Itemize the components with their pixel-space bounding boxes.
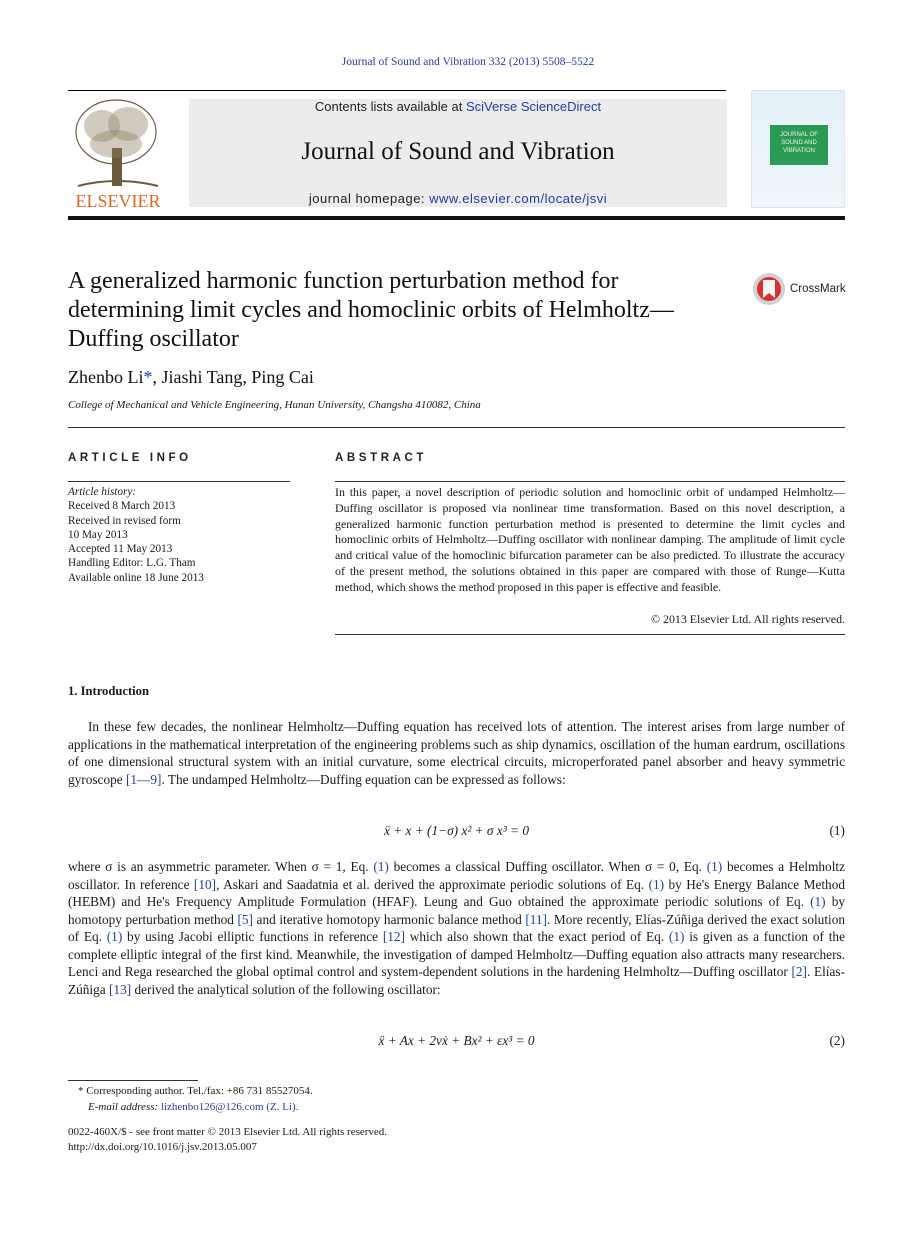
issn-line: 0022-460X/$ - see front matter © 2013 Elsevier Ltd. All rights reserved. [68,1126,388,1138]
history-item: Handling Editor: L.G. Tham [68,557,196,570]
footnote [68,1083,313,1115]
equation-number: (1) [829,823,845,838]
intro-paragraph-2 [68,858,845,998]
contents-prefix: Contents lists available at [314,99,466,114]
history-item: 10 May 2013 [68,528,128,541]
citation-link[interactable]: (1) [810,894,826,909]
article-info-heading: ARTICLE INFO [68,452,192,464]
paragraph-text: by He's Energy Balance Method (HEBM) and He's Frequency Amplitude Formulation (HFAF). Leung and Guo obtained the approximate periodic solutions of Eq. [68,876,846,909]
journal-cover-image[interactable] [751,90,845,208]
section-heading-introduction: 1. Introduction [68,684,149,698]
article-history [68,485,298,585]
paragraph-text: becomes a Helmholtz oscillator. In reference [68,859,845,892]
citation-link[interactable]: [12] [382,929,406,944]
paragraph-text: is given as a function of the complete elliptic integral of the first kind. Meanwhile, the investigation of damped Helmholtz—Duffing equation also attracts many researchers. Lenci and Rega researched the global optimal control and system-dependent solutions in the hardening Helmholtz—Duffing oscillator [68,929,845,979]
journal-title: Journal of Sound and Vibration [301,138,615,165]
corresponding-author-note: * Corresponding author. Tel./fax: +86 731 85527054. [78,1085,313,1097]
author-name: Zhenbo Li [68,367,144,387]
equation-body: ẍ + x + (1−σ) x² + σ x³ = 0 [384,823,529,838]
paragraph-text: by homotopy perturbation method [68,894,845,927]
paragraph-text: which also shown that the exact period of Eq. [405,929,669,944]
paragraph-text: . The undamped Helmholtz—Duffing equation can be expressed as follows: [161,771,566,787]
abstract-text: In this paper, a novel description of periodic solution and homoclinic orbit of undamped Helmholtz—Duffing oscillator is proposed via nonlinear time transformation. Based on this novel description, a generalized harmonic function perturbation method is presented to determine the limit cycles and homoclinic orbits of Helmholtz—Duffing oscillator with nonlinear damping. The amplitude of limit cycle and critical value of the homoclinic bifurcation parameter can be also predicted. To illustrate the accuracy of the present method, the solutions obtained in this paper are compared with those of Runge—Kutta method, which shows the method proposed in this paper is effective and feasible. [335,485,845,594]
header-rule [68,90,726,91]
abstract-bottom-rule [335,634,845,635]
history-label: Article history: [68,486,137,498]
article-title: A generalized harmonic function perturbation method for determining limit cycles and homoclinic orbits of Helmholtz—Duffing oscillator [68,268,674,352]
citation-link[interactable]: (1) [373,859,389,874]
paragraph-text: . Elías-Zúñiga [68,964,845,997]
header-thick-rule [68,216,845,220]
abstract-rule [335,481,845,482]
crossmark-icon [752,272,786,306]
citation-link[interactable]: [1—9] [125,771,162,787]
paragraph-text: , Askari and Saadatnia et al. derived the approximate periodic solutions of Eq. [216,876,649,892]
crossmark-label: CrossMark [790,283,846,295]
homepage-prefix: journal homepage: [308,191,430,206]
journal-reference-link[interactable]: Journal of Sound and Vibration 332 (2013) 5508–5522 [341,56,595,68]
citation-link[interactable]: [10] [193,876,217,892]
affiliation: College of Mechanical and Vehicle Engineering, Hunan University, Changsha 410082, China [68,399,481,411]
corresponding-author-link[interactable]: * [143,367,153,387]
bottom-info [68,1125,387,1155]
author-names-rest: , Jiashi Tang, Ping Cai [152,367,314,387]
sciencedirect-link[interactable]: SciVerse ScienceDirect [465,99,602,114]
citation-link[interactable]: (1) [706,859,723,874]
cover-panel [770,125,828,165]
email-line [68,1099,313,1115]
abstract-copyright: © 2013 Elsevier Ltd. All rights reserved. [651,612,845,626]
equation-body: ẍ + Ax + 2νẋ + Bx² + εx³ = 0 [378,1033,535,1048]
section-rule [68,427,845,428]
footnote-rule [68,1080,198,1081]
homepage-line [189,191,727,206]
info-rule [68,481,290,482]
paragraph-text: derived the analytical solution of the following oscillator: [131,981,441,997]
tree-logo-icon [68,96,168,210]
svg-text:ELSEVIER: ELSEVIER [75,191,161,210]
doi-link[interactable]: http://dx.doi.org/10.1016/j.jsv.2013.05.007 [68,1141,257,1153]
elsevier-logo [68,96,168,210]
citation-link[interactable]: [13] [109,981,132,997]
intro-paragraph-1 [68,718,845,788]
homepage-link[interactable]: www.elsevier.com/locate/jsvi [429,191,608,206]
history-item: Available online 18 June 2013 [68,571,204,584]
author-list [68,367,314,388]
paragraph-text: by using Jacobi elliptic functions in reference [122,929,383,944]
citation-link[interactable]: [11] [525,911,547,927]
email-label: E-mail address: [88,1101,161,1113]
history-item: Received in revised form [68,514,181,527]
paragraph-text: becomes a classical Duffing oscillator. When σ = 0, Eq. [388,859,707,874]
abstract-heading: ABSTRACT [335,452,428,464]
paragraph-text: . More recently, Elías-Zúñiga derived the exact solution of Eq. [68,911,845,944]
crossmark-badge[interactable] [752,272,846,308]
citation-link[interactable]: (1) [668,929,685,944]
citation-link[interactable]: [2] [791,964,807,979]
citation-link[interactable]: (1) [648,876,665,892]
paragraph-text: In these few decades, the nonlinear Helmholtz—Duffing equation has received lots of attention. The interest arises from large number of applications in the mathematical interpretation of the engineering problems such as ship dynamics, oscillation of the human eardrum, oscillations of one dimensional structural system with an initial curvature, some electrical circuits, microperforated panel absorber and heavy symmetric gyroscope [68,719,845,787]
history-item: Received 8 March 2013 [68,500,176,513]
cover-text: JOURNAL OF SOUND AND VIBRATION [780,132,818,154]
history-item: Accepted 11 May 2013 [68,543,173,556]
citation-link[interactable]: [5] [237,911,253,927]
equation-number: (2) [829,1033,845,1048]
contents-line [189,99,727,114]
citation-link[interactable]: (1) [106,929,123,944]
paragraph-text: and iterative homotopy harmonic balance method [253,911,526,927]
email-link[interactable]: lizhenbo126@126.com (Z. Li). [160,1101,299,1113]
paragraph-text: where σ is an asymmetric parameter. When σ = 1, Eq. [68,859,374,874]
